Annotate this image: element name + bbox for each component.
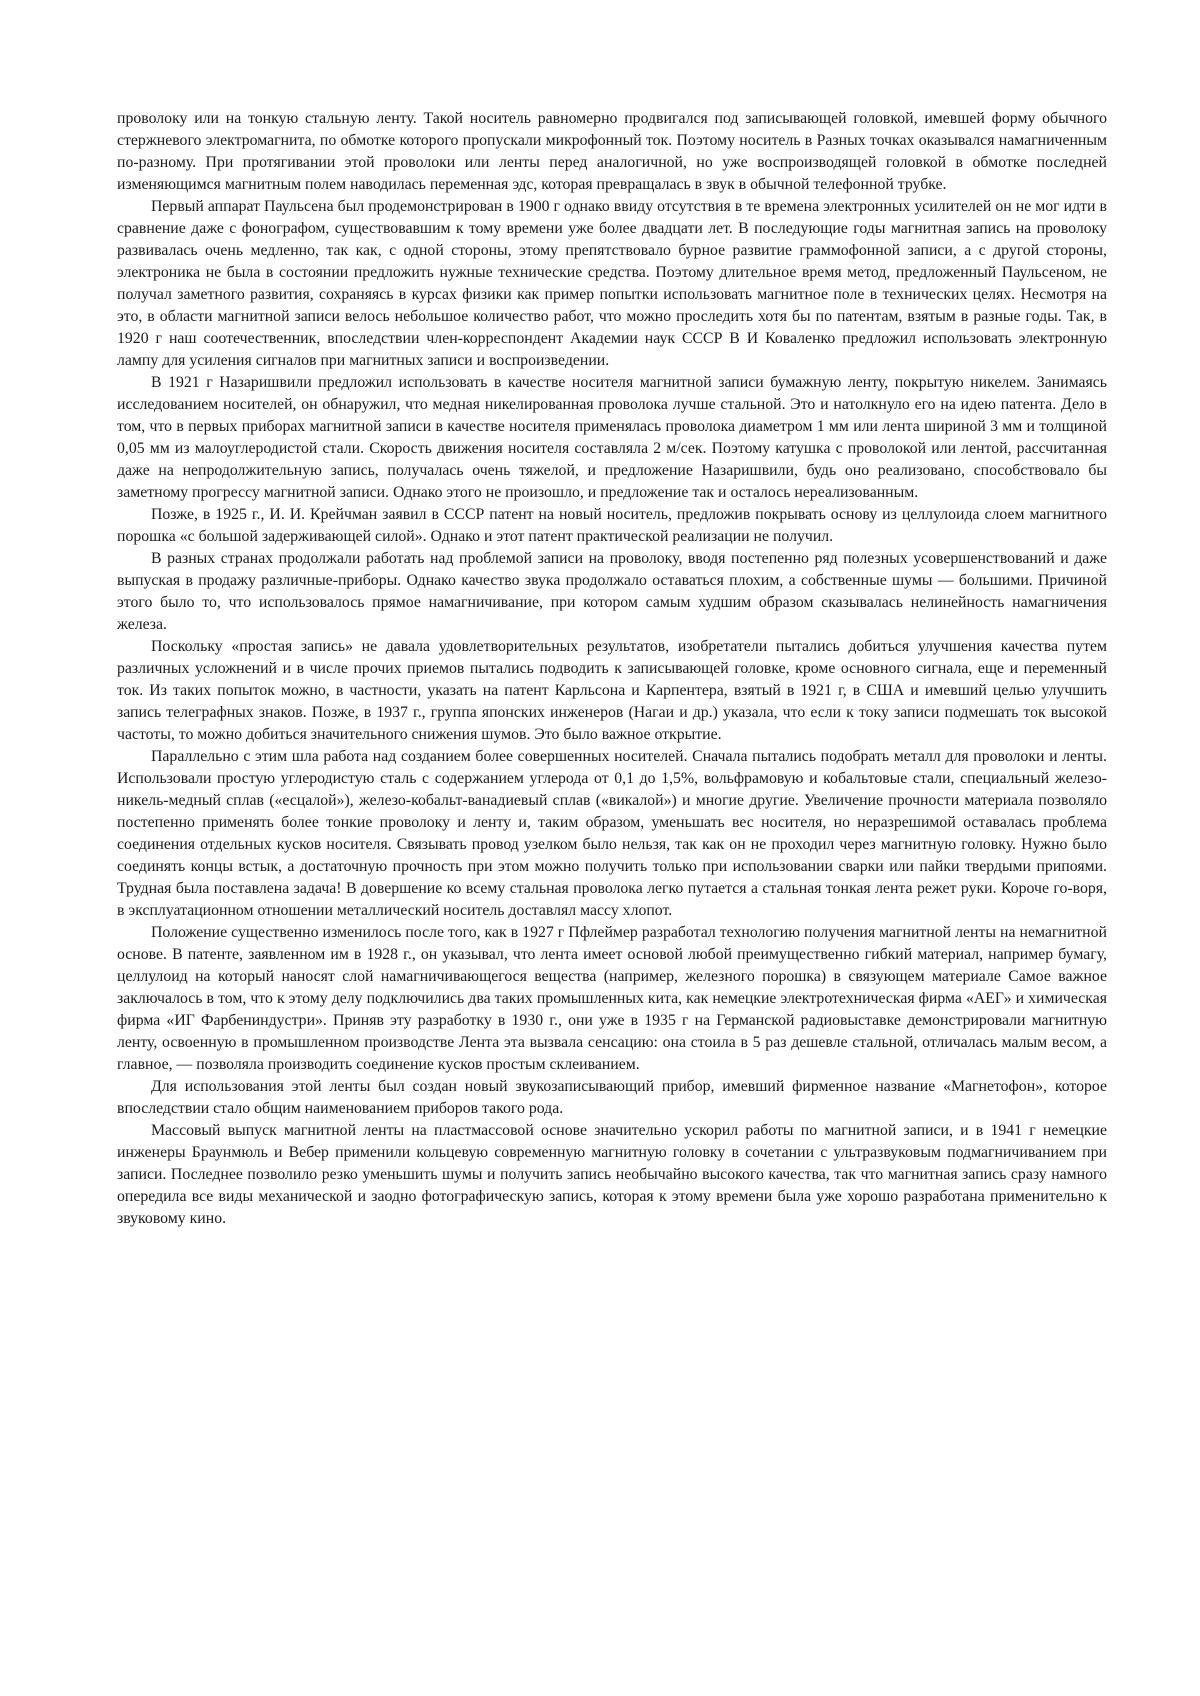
- paragraph-3: В 1921 г Назаришвили предложил использовать в качестве носителя магнитной записи бумажную ленту, покрытую никелем. Занимаясь исследованием носителей, он обнаружил, что медная никелированная проволока лучше стальной. Это и натолкнуло его на идею патента. Дело в том, что в первых приборах магнитной записи в качестве носителя применялась проволока диаметром 1 мм или лента шириной 3 мм и толщиной 0,05 мм из малоуглеродистой стали. Скорость движения носителя составляла 2 м/сек. Поэтому катушка с проволокой или лентой, рассчитанная даже на непродолжительную запись, получалась очень тяжелой, и предложение Назаришвили, будь оно реализовано, способствовало бы заметному прогрессу магнитной записи. Однако этого не произошло, и предложение так и осталось нереализованным.: [117, 374, 1107, 501]
- paragraph-9: Для использования этой ленты был создан новый звукозаписывающий прибор, имевший фирменное название «Магнетофон», которое впоследствии стало общим наименованием приборов такого рода.: [117, 1078, 1107, 1117]
- paragraph-1: проволоку или на тонкую стальную ленту. Такой носитель равномерно продвигался под записывающей головкой, имевшей форму обычного стержневого электромагнита, по обмотке которого пропускали микрофонный ток. Поэтому носитель в Разных точках оказывался намагниченным по-разному. При протягивании этой проволоки или ленты перед аналогичной, но уже воспроизводящей головкой в обмотке последней изменяющимся магнитным полем наводилась переменная эдс, которая превращалась в звук в обычной телефонной трубке.: [117, 110, 1107, 193]
- paragraph-8: Положение существенно изменилось после того, как в 1927 г Пфлеймер разработал технологию получения магнитной ленты на немагнитной основе. В патенте, заявленном им в 1928 г., он указывал, что лента имеет основой любой преимущественно гибкий материал, например бумагу, целлулоид на который наносят слой намагничивающегося вещества (например, железного порошка) в связующем материале Самое важное заключалось в том, что к этому делу подключились два таких промышленных кита, как немецкие электротехническая фирма «АЕГ» и химическая фирма «ИГ Фарбениндустри». Приняв эту разработку в 1930 г., они уже в 1935 г на Германской радиовыставке демонстрировали магнитную ленту, освоенную в промышленном производстве Лента эта вызвала сенсацию: она стоила в 5 раз дешевле стальной, отличалась малым весом, а главное, — позволяла производить соединение кусков простым склеиванием.: [117, 924, 1107, 1073]
- paragraph-4: Позже, в 1925 г., И. И. Крейчман заявил в СССР патент на новый носитель, предложив покрывать основу из целлулоида слоем магнитного порошка «с большой задерживающей силой». Однако и этот патент практической реализации не получил.: [117, 506, 1107, 545]
- paragraph-10: Массовый выпуск магнитной ленты на пластмассовой основе значительно ускорил работы по магнитной записи, и в 1941 г немецкие инженеры Браунмюль и Вебер применили кольцевую современную магнитную головку в сочетании с ультразвуковым подмагничиванием при записи. Последнее позволило резко уменьшить шумы и получить запись необычайно высокого качества, так что магнитная запись сразу намного опередила все виды механической и заодно фотографическую запись, которая к этому времени была уже хорошо разработана применительно к звуковому кино.: [117, 1122, 1107, 1227]
- document-page: [117, 108, 1107, 1230]
- paragraph-7: Параллельно с этим шла работа над созданием более совершенных носителей. Сначала пытались подобрать металл для проволоки и ленты. Использовали простую углеродистую сталь с содержанием углерода от 0,1 до 1,5%, вольфрамовую и кобальтовые стали, специальный железо-никель-медный сплав («есцалой»), железо-кобальт-ванадиевый сплав («викалой») и многие другие. Увеличение прочности материала позволяло постепенно применять более тонкие проволоку и ленту и, таким образом, уменьшать вес носителя, но неразрешимой оставалась проблема соединения отдельных кусков носителя. Связывать провод узелком было нельзя, так как он не проходил через магнитную головку. Нужно было соединять концы встык, а достаточную прочность при этом можно получить только при использовании сварки или пайки твердыми припоями. Трудная была поставлена задача! В довершение ко всему стальная проволока легко путается а стальная тонкая лента режет руки. Короче го-воря, в эксплуатационном отношении металлический носитель доставлял массу хлопот.: [117, 748, 1107, 919]
- paragraph-2: Первый аппарат Паульсена был продемонстрирован в 1900 г однако ввиду отсутствия в те времена электронных усилителей он не мог идти в сравнение даже с фонографом, существовавшим к тому времени уже более двадцати лет. В последующие годы магнитная запись на проволоку развивалась очень медленно, так как, с одной стороны, этому препятствовало бурное развитие граммофонной записи, а с другой стороны, электроника не была в состоянии предложить нужные технические средства. Поэтому длительное время метод, предложенный Паульсеном, не получал заметного развития, сохраняясь в курсах физики как пример попытки использовать магнитное поле в технических целях. Несмотря на это, в области магнитной записи велось небольшое количество работ, что можно проследить хотя бы по патентам, взятым в разные годы. Так, в 1920 г наш соотечественник, впоследствии член-корреспондент Академии наук СССР В И Коваленко предложил использовать электронную лампу для усиления сигналов при магнитных записи и воспроизведении.: [117, 198, 1107, 369]
- paragraph-5: В разных странах продолжали работать над проблемой записи на проволоку, вводя постепенно ряд полезных усовершенствований и даже выпуская в продажу различные-приборы. Однако качество звука продолжало оставаться плохим, а собственные шумы — большими. Причиной этого было то, что использовалось прямое намагничивание, при котором самым худшим образом сказывалась нелинейность намагничения железа.: [117, 550, 1107, 633]
- paragraph-6: Поскольку «простая запись» не давала удовлетворительных результатов, изобретатели пытались добиться улучшения качества путем различных усложнений и в числе прочих приемов пытались подводить к записывающей головке, кроме основного сигнала, еще и переменный ток. Из таких попыток можно, в частности, указать на патент Карльсона и Карпентера, взятый в 1921 г, в США и имевший целью улучшить запись телеграфных знаков. Позже, в 1937 г., группа японских инженеров (Нагаи и др.) указала, что если к току записи подмешать ток высокой частоты, то можно добиться значительного снижения шумов. Это было важное открытие.: [117, 638, 1107, 743]
